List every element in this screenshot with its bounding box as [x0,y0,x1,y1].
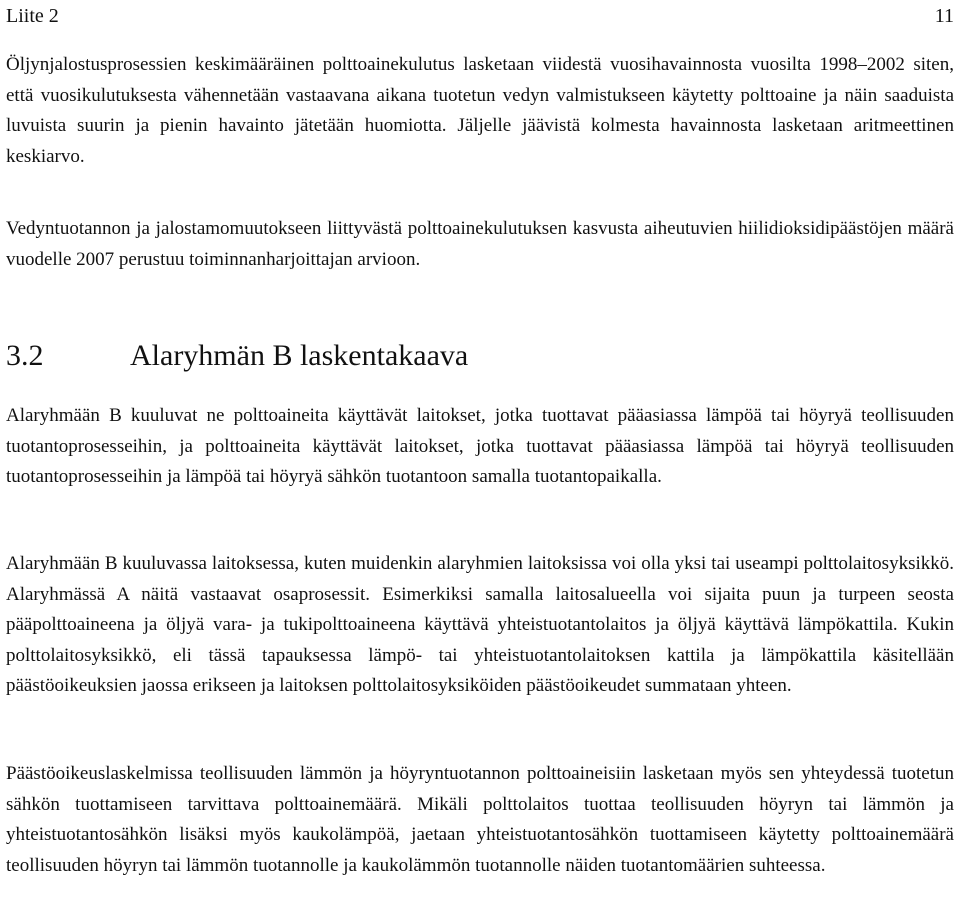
section-heading [6,336,468,376]
paragraph-subgroup-definition: Alaryhmään B kuuluvat ne polttoaineita käyttävät laitokset, jotka tuottavat pääasiassa lämpöä tai höyryä teollisuuden tuotantoprosesseihin, ja polttoaineita käyttävät laitokset, jotka tuottavat pääasiassa lämpöä tai höyryä teollisuuden tuotantoprosesseihin ja lämpöä tai höyryä sähkön tuotantoon samalla tuotantopaikalla. [6,405,954,487]
paragraph-hydrogen-emissions: Vedyntuotannon ja jalostamomuutokseen liittyvästä polttoainekulutuksen kasvusta aiheutuvien hiilidioksidipäästöjen määrä vuodelle 2007 perustuu toiminnanharjoittajan arvioon. [6,218,954,270]
paragraph-fuel-consumption: Öljynjalostusprosessien keskimääräinen polttoainekulutus lasketaan viidestä vuosihavainnosta vuosilta 1998–2002 siten, että vuosikulutuksesta vähennetään vastaavana aikana tuotetun vedyn valmistukseen käytetty polttoaine ja näin saaduista luvuista suurin ja pienin havainto jätetään huomiotta. Jäljelle jäävistä kolmesta havainnosta lasketaan aritmeettinen keskiarvo. [6,54,954,167]
page-number: 11 [934,5,954,27]
page-header [6,0,954,32]
paragraph-combustion-units: Alaryhmään B kuuluvassa laitoksessa, kuten muidenkin alaryhmien laitoksissa voi olla yksi tai useampi polttolaitosyksikkö. Alaryhmässä A näitä vastaavat osaprosessit. Esimerkiksi samalla laitosalueella voi sijaita puun ja turpeen seosta pääpolttoaineena ja öljyä vara- ja tukipolttoaineena käyttävä yhteistuotantolaitos ja öljyä käyttävä lämpökattila. Kukin polttolaitosyksikkö, eli tässä tapauksessa lämpö- tai yhteistuotantolaitoksen kattila ja lämpökattila käsitellään päästöoikeuksien jaossa erikseen ja laitoksen polttolaitosyksiköiden päästöoikeudet summataan yhteen. [6,553,954,696]
paragraph-emission-calculation: Päästöoikeuslaskelmissa teollisuuden lämmön ja höyryntuotannon polttoaineisiin lasketaan myös sen yhteydessä tuotetun sähkön tuottamiseen tarvittava polttoainemäärä. Mikäli polttolaitos tuottaa teollisuuden höyryn tai lämmön ja yhteistuotantosähkön lisäksi myös kaukolämpöä, jaetaan yhteistuotantosähkön tuottamiseen käytetty polttoainemäärä teollisuuden höyryn tai lämmön tuotannolle ja kaukolämmön tuotannolle näiden tuotantomäärien suhteessa. [6,763,954,876]
section-number: 3.2 [6,339,44,372]
appendix-label: Liite 2 [6,5,59,27]
section-title: Alaryhmän B laskentakaava [130,339,469,372]
